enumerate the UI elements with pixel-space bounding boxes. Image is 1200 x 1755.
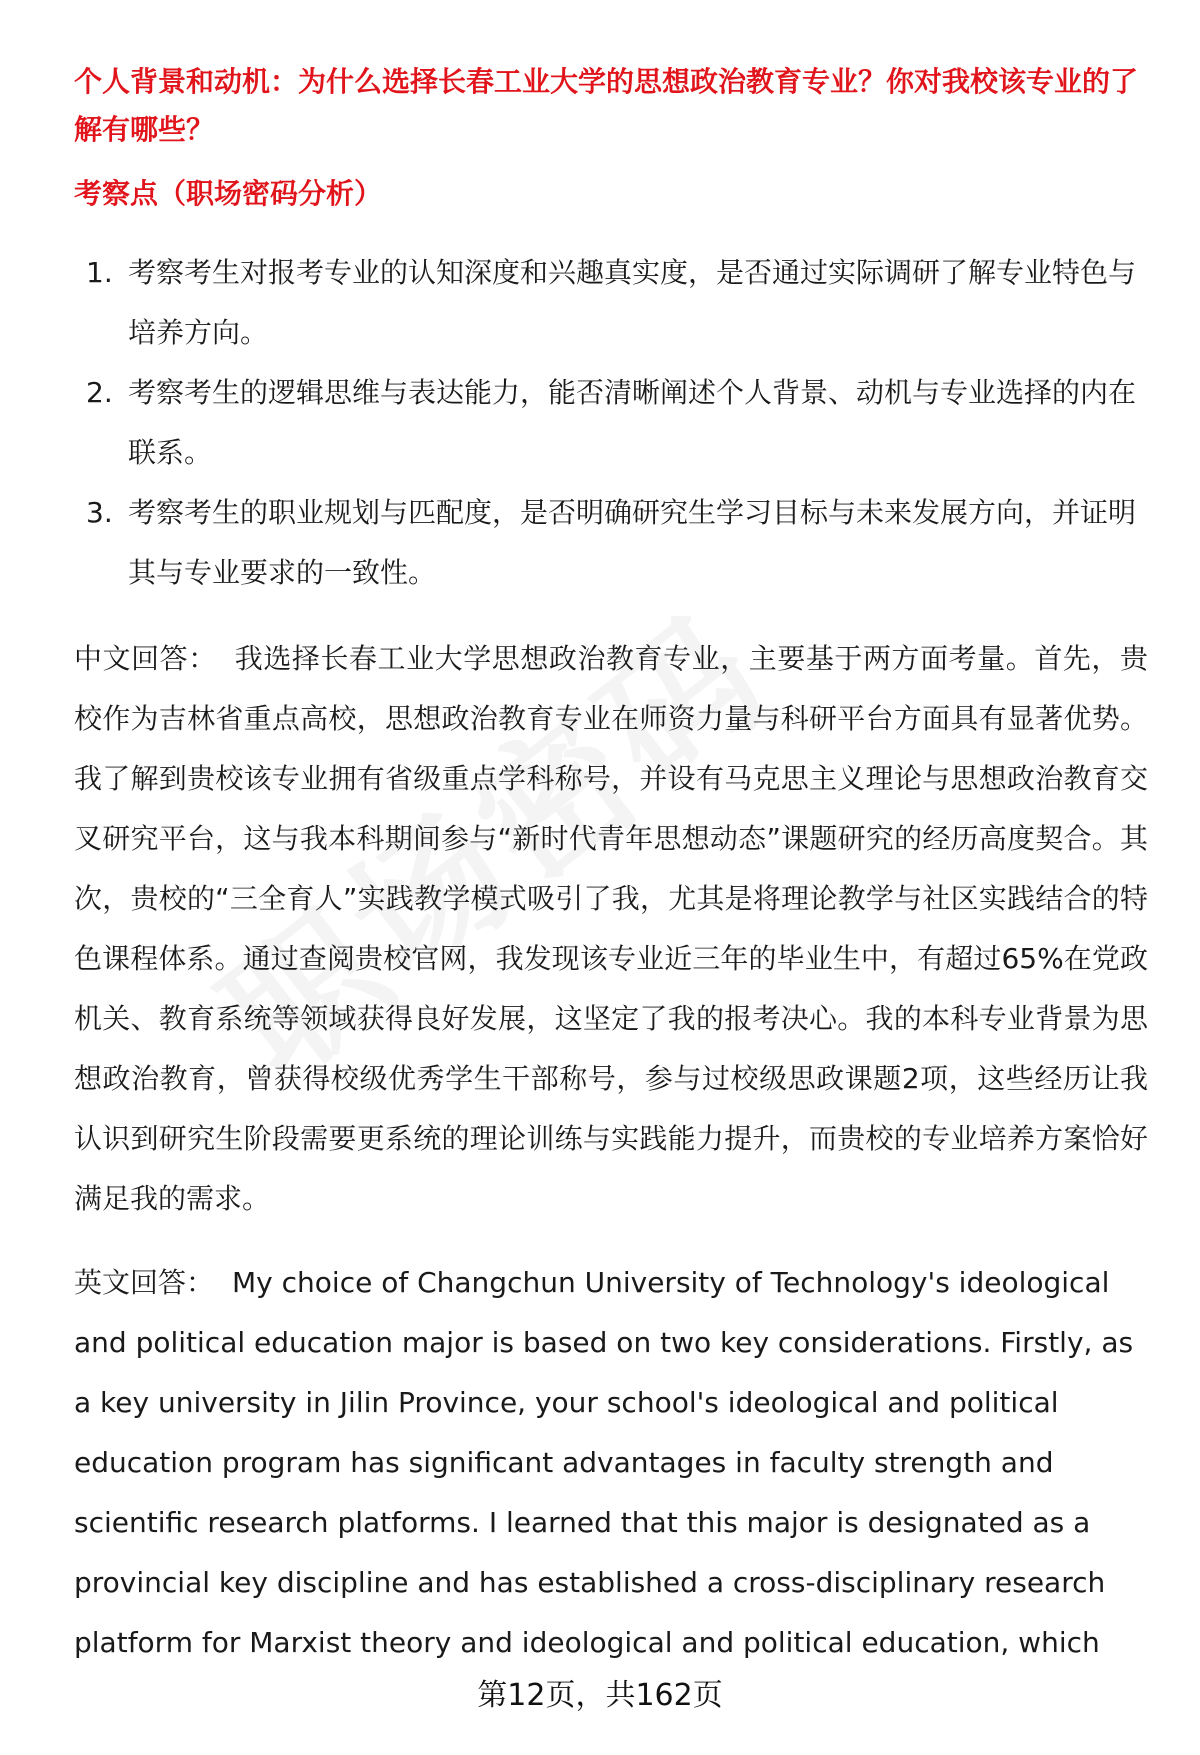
- english-answer-label: 英文回答：: [74, 1266, 215, 1299]
- chinese-answer-label: 中文回答：: [74, 642, 217, 675]
- list-item-number: 3.: [86, 496, 113, 529]
- chinese-answer-text: 我选择长春工业大学思想政治教育专业，主要基于两方面考量。首先，贵校作为吉林省重点高校，思想政治教育专业在师资力量与科研平台方面具有显著优势。我了解到贵校该专业拥有省级重点学科称号，并设有马克思主义理论与思想政治教育交叉研究平台，这与我本科期间参与“新时代青年思想动态”课题研究的经历高度契合。其次，贵校的“三全育人”实践教学模式吸引了我，尤其是将理论教学与社区实践结合的特色课程体系。通过查阅贵校官网，我发现该专业近三年的毕业生中，有超过65%在党政机关、教育系统等领域获得良好发展，这坚定了我的报考决心。我的本科专业背景为思想政治教育，曾获得校级优秀学生干部称号，参与过校级思政课题2项，这些经历让我认识到研究生阶段需要更系统的理论训练与实践能力提升，而贵校的专业培养方案恰好满足我的需求。: [74, 642, 1148, 1215]
- chinese-answer: [74, 629, 1148, 1229]
- list-item-number: 2.: [86, 376, 113, 409]
- english-answer: [74, 1253, 1148, 1673]
- list-item-text: 考察考生对报考专业的认知深度和兴趣真实度，是否通过实际调研了解专业特色与培养方向。: [128, 256, 1137, 349]
- list-item: [74, 483, 1148, 603]
- list-item-text: 考察考生的逻辑思维与表达能力，能否清晰阐述个人背景、动机与专业选择的内在联系。: [128, 376, 1137, 469]
- page-number-footer: 第12页，共162页: [477, 1678, 723, 1713]
- section-title: 考察点（职场密码分析）: [74, 177, 383, 210]
- question-heading: 个人背景和动机：为什么选择长春工业大学的思想政治教育专业？你对我校该专业的了解有哪些？: [74, 65, 1139, 146]
- list-item-number: 1.: [86, 256, 113, 289]
- list-item-text: 考察考生的职业规划与匹配度，是否明确研究生学习目标与未来发展方向，并证明其与专业要求的一致性。: [128, 496, 1137, 589]
- assessment-points-list: [74, 243, 1148, 603]
- list-item: [74, 243, 1148, 363]
- list-item: [74, 363, 1148, 483]
- english-answer-text: My choice of Changchun University of Technology's ideological and political education major is based on two key considerations. Firstly, as a key university in Jilin Province, your school's ideological and political education program has significant advantages in faculty strength and scientific research platforms. I learned that this major is designated as a provincial key discipline and has established a cross-disciplinary research platform for Marxist theory and ideological and political education, which: [74, 1266, 1134, 1659]
